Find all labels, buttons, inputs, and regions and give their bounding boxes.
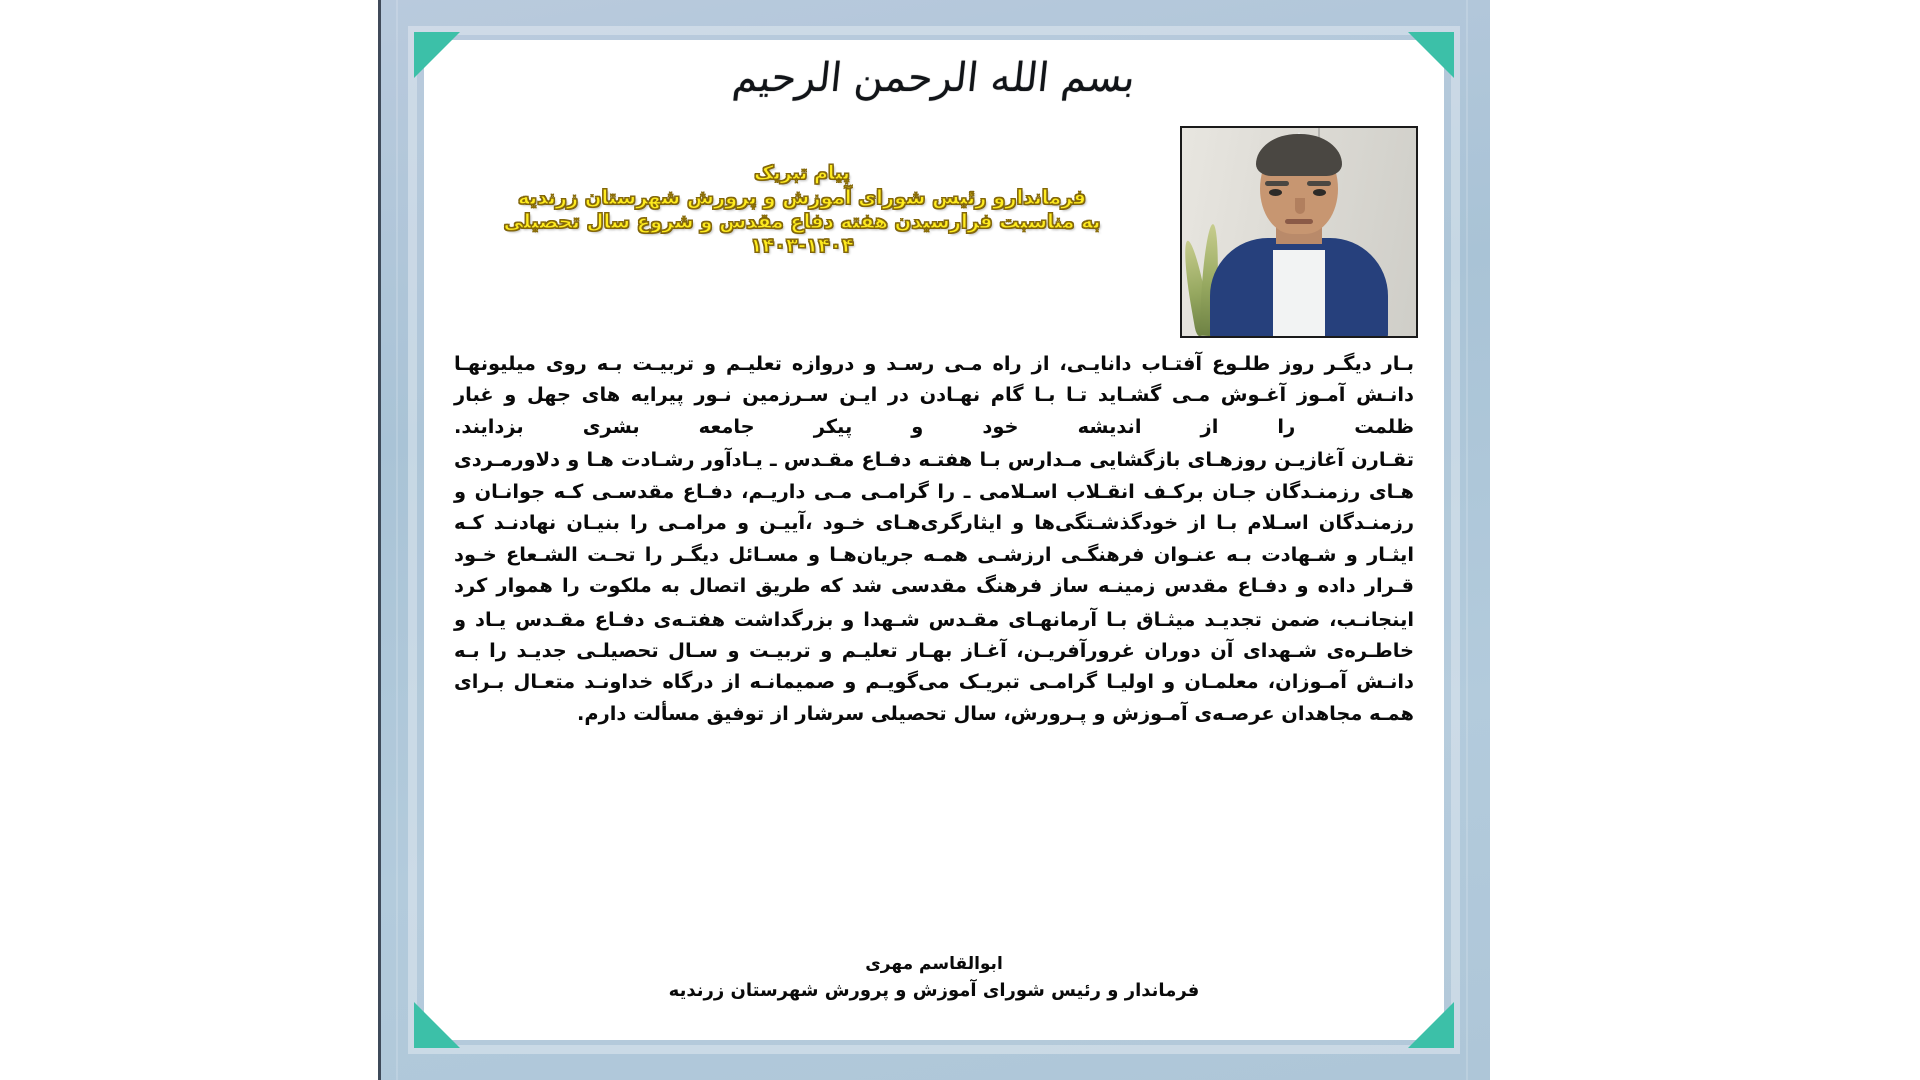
portrait-photo (1180, 126, 1418, 338)
poster-body (454, 348, 1414, 731)
portrait-shirt (1273, 250, 1325, 338)
title-line-occasion: به مناسبت فرارسیدن هفته دفاع مقدس و شروع سال تحصیلی (503, 209, 1101, 233)
portrait-eyebrow-right (1307, 181, 1331, 186)
signature-name: ابوالقاسم مهری (865, 953, 1003, 974)
poster-header-row (424, 126, 1444, 346)
title-line-authority: فرماندارو رئیس شورای آموزش و پرورش شهرستان زرندیه (517, 186, 1087, 210)
title-line-greeting: پیام تبریک (754, 162, 850, 184)
portrait-eye-right (1313, 189, 1326, 196)
signature-block (424, 952, 1444, 1005)
corner-ornament-bottom-right (1408, 1002, 1454, 1048)
portrait-eye-left (1269, 189, 1282, 196)
portrait-mouth (1285, 219, 1313, 224)
poster-card (378, 0, 1490, 1080)
poster-title-block (450, 162, 1154, 258)
portrait-nose (1295, 198, 1305, 214)
corner-ornament-bottom-left (414, 1002, 460, 1048)
body-paragraph-3: اینجانـب، ضمن تجدیـد میثـاق بـا آرمانهـای مقـدس شـهدا و بزرگداشت هفتـه‌ی دفـاع مقـدس یـاد و خاطـره‌ی شـهدای آن دوران غرورآفریـن، آغـاز بهـار تعلیـم و تربیـت و سـال تحصیلـی جدیـد را بـه دانـش آمـوزان، معلمـان و اولیـا گرامـی تبریـک می‌گویـم و صمیمانـه از درگاه خداونـد متعـال بـرای همـه مجاهدان عرصـه‌ی آمـوزش و پـرورش، سال تحصیلی سرشار از توفیق مسألت دارم. (454, 607, 1414, 725)
bismillah-header (424, 42, 1444, 114)
bismillah-calligraphy: بسم الله الرحمن الرحیم (730, 55, 1138, 101)
body-paragraph-2: تقـارن آغازیـن روزهـای بازگشایی مـدارس بـا هفتـه دفـاع مقـدس ـ یـادآور رشـادت هـا و دلاورمـردی هـای رزمنـدگان جـان برکـف انقـلاب اسـلامی ـ را گرامـی مـی داریـم، دفـاع مقدسـی کـه جوانـان و رزمنـدگان اسـلام بـا از خودگذشـتگی‌ها و ایثارگری‌هـای خـود ،آییـن و مرامـی را بنیـان نهادنـد کـه ایثـار و شـهادت بـه عنـوان فرهنگـی ارزشـی همـه جریان‌هـا و مسـائل دیگـر را تحـت الشـعاع خـود قـرار داده و دفـاع مقدس زمینـه ساز فرهنگ مقدسی شد که طریق اتصال به ملکوت را هموار کرد (454, 448, 1414, 598)
portrait-eyebrow-left (1265, 181, 1289, 186)
signature-role: فرماندار و رئیس شورای آموزش و پرورش شهرستان زرندیه (668, 980, 1200, 1001)
title-line-year: ۱۴۰۳-۱۴۰۴ (750, 233, 854, 257)
body-paragraph-1: بـار دیگـر روز طلـوع آفتـاب دانایـی، از راه مـی رسـد و دروازه تعلیـم و تربیـت بـه روی میلیونهـا دانـش آمـوز آغـوش مـی گشـاید تـا بـا گام نهـادن در ایـن سـرزمین نـور پیرایه های جهل و غبار ظلمت را از اندیشه خود و پیکر جامعه بشری بزدایند. (454, 352, 1414, 438)
poster-content-sheet (424, 40, 1444, 1040)
